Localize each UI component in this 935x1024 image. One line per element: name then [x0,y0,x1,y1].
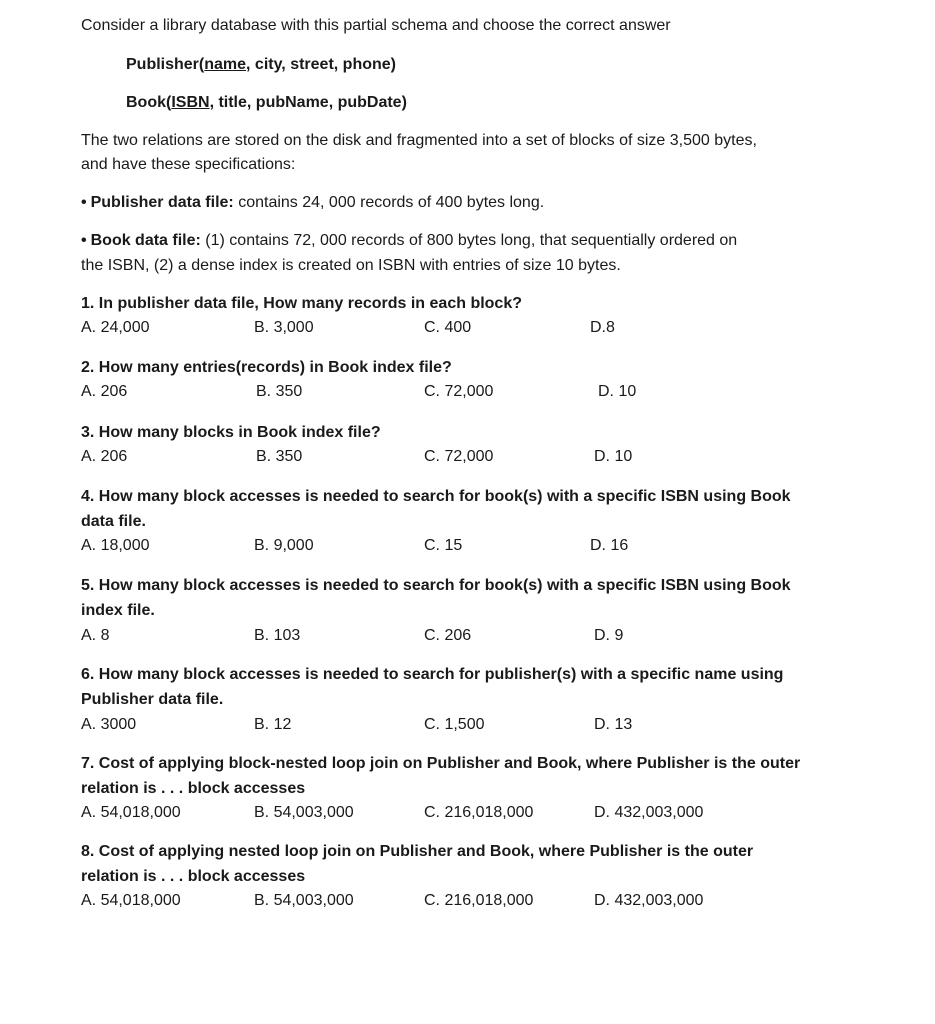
q3-option-a: A. 206 [81,448,128,465]
spec-book-text-1: (1) contains 72, 000 records of 800 bytes long, that sequentially ordered on [200,232,738,249]
question-6 [81,662,841,712]
publisher-schema-prefix: Publisher( [126,56,205,73]
q1-option-c: C. 400 [424,319,472,336]
q7-option-b: B. 54,003,000 [254,804,354,821]
q7-option-a: A. 54,018,000 [81,804,181,821]
q5-option-c: C. 206 [424,627,472,644]
intro-text: Consider a library database with this partial schema and choose the correct answer [81,17,671,34]
question-5-line-1: 5. How many block accesses is needed to search for book(s) with a specific ISBN using Book [81,577,791,594]
q7-option-d: D. 432,003,000 [594,804,704,821]
q8-option-c: C. 216,018,000 [424,892,534,909]
description-line-2: and have these specifications: [81,156,296,173]
book-schema-prefix: Book( [126,94,172,111]
q6-option-a: A. 3000 [81,716,137,733]
q3-option-b: B. 350 [256,448,303,465]
question-7-line-1: 7. Cost of applying block-nested loop join on Publisher and Book, where Publisher is the outer [81,755,801,772]
question-7 [81,751,841,801]
book-schema-rest: , title, pubName, pubDate) [209,94,407,111]
q8-option-b: B. 54,003,000 [254,892,354,909]
q2-option-c: C. 72,000 [424,383,494,400]
publisher-schema-rest: , city, street, phone) [246,56,396,73]
q5-option-b: B. 103 [254,627,301,644]
q2-option-a: A. 206 [81,383,128,400]
q3-option-c: C. 72,000 [424,448,494,465]
publisher-schema-key: name [204,56,247,73]
question-7-line-2: relation is . . . block accesses [81,780,306,797]
spec-publisher-label: Publisher data file: [90,194,234,211]
q8-option-a: A. 54,018,000 [81,892,181,909]
spec-publisher-text: contains 24, 000 records of 400 bytes long. [233,194,545,211]
q1-option-b: B. 3,000 [254,319,314,336]
question-3: 3. How many blocks in Book index file? [81,424,381,441]
q7-option-c: C. 216,018,000 [424,804,534,821]
question-8-line-1: 8. Cost of applying nested loop join on Publisher and Book, where Publisher is the outer [81,843,754,860]
publisher-schema [126,53,396,77]
question-4 [81,484,841,534]
bullet-icon: • [81,232,87,249]
question-2: 2. How many entries(records) in Book index file? [81,359,452,376]
q4-option-a: A. 18,000 [81,537,150,554]
q5-option-d: D. 9 [594,627,624,644]
q4-option-c: C. 15 [424,537,463,554]
q6-option-b: B. 12 [254,716,292,733]
spec-publisher [81,191,544,215]
spec-book-line-1 [81,229,737,253]
q5-option-a: A. 8 [81,627,110,644]
question-5 [81,573,841,623]
q6-option-c: C. 1,500 [424,716,485,733]
q1-option-a: A. 24,000 [81,319,150,336]
q2-option-d: D. 10 [598,383,637,400]
spec-book-line-2: the ISBN, (2) a dense index is created on ISBN with entries of size 10 bytes. [81,257,621,274]
question-8-line-2: relation is . . . block accesses [81,868,306,885]
q3-option-d: D. 10 [594,448,633,465]
question-4-line-2: data file. [81,513,146,530]
question-4-line-1: 4. How many block accesses is needed to search for book(s) with a specific ISBN using Book [81,488,791,505]
question-1: 1. In publisher data file, How many records in each block? [81,295,522,312]
book-schema-key: ISBN [171,94,210,111]
q6-option-d: D. 13 [594,716,633,733]
q4-option-b: B. 9,000 [254,537,314,554]
question-5-line-2: index file. [81,602,155,619]
question-8 [81,839,841,889]
description-line-1: The two relations are stored on the disk and fragmented into a set of blocks of size 3,500 bytes, [81,132,757,149]
book-schema [126,91,407,115]
q4-option-d: D. 16 [590,537,629,554]
q1-option-d: D.8 [590,319,615,336]
bullet-icon: • [81,194,87,211]
question-6-line-1: 6. How many block accesses is needed to search for publisher(s) with a specific name using [81,666,784,683]
spec-book-label: Book data file: [90,232,201,249]
q2-option-b: B. 350 [256,383,303,400]
q8-option-d: D. 432,003,000 [594,892,704,909]
question-6-line-2: Publisher data file. [81,691,224,708]
